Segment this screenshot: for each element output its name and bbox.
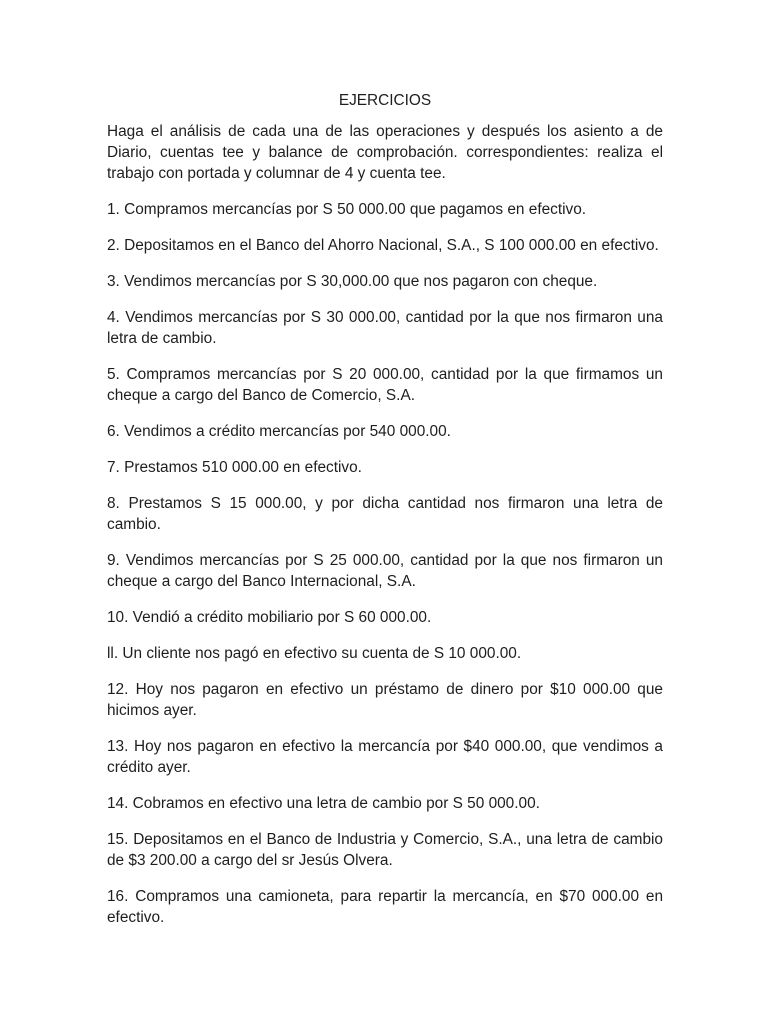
exercise-item: 5. Compramos mercancías por S 20 000.00, cantidad por la que firmamos un cheque a cargo del Banco de Comercio, S.A. — [107, 366, 663, 404]
document-title: EJERCICIOS — [338, 92, 432, 109]
exercise-item: 3. Vendimos mercancías por S 30,000.00 que nos pagaron con cheque. — [107, 273, 598, 290]
exercise-item: 12. Hoy nos pagaron en efectivo un préstamo de dinero por $10 000.00 que hicimos ayer. — [107, 681, 663, 719]
exercise-item: 13. Hoy nos pagaron en efectivo la mercancía por $40 000.00, que vendimos a crédito ayer. — [107, 738, 663, 776]
exercise-item: 10. Vendió a crédito mobiliario por S 60 000.00. — [107, 609, 432, 626]
intro-paragraph: Haga el análisis de cada una de las operaciones y después los asiento a de Diario, cuentas tee y balance de comprobación. correspondientes: realiza el trabajo con portada y columnar de 4 y cuenta tee. — [107, 123, 663, 182]
exercise-item: 14. Cobramos en efectivo una letra de cambio por S 50 000.00. — [107, 795, 540, 812]
exercise-item: 2. Depositamos en el Banco del Ahorro Nacional, S.A., S 100 000.00 en efectivo. — [107, 237, 659, 254]
exercise-item: 8. Prestamos S 15 000.00, y por dicha cantidad nos firmaron una letra de cambio. — [107, 495, 663, 533]
exercise-item: 7. Prestamos 510 000.00 en efectivo. — [107, 459, 362, 476]
exercise-item: ll. Un cliente nos pagó en efectivo su cuenta de S 10 000.00. — [107, 645, 522, 662]
exercise-item: 6. Vendimos a crédito mercancías por 540 000.00. — [107, 423, 451, 440]
exercise-item: 4. Vendimos mercancías por S 30 000.00, cantidad por la que nos firmaron una letra de cambio. — [107, 309, 663, 347]
document-page — [107, 0, 663, 943]
exercise-item: 1. Compramos mercancías por S 50 000.00 que pagamos en efectivo. — [107, 201, 587, 218]
exercise-item: 15. Depositamos en el Banco de Industria y Comercio, S.A., una letra de cambio de $3 200.00 a cargo del sr Jesús Olvera. — [107, 831, 663, 869]
exercise-item: 9. Vendimos mercancías por S 25 000.00, cantidad por la que nos firmaron un cheque a cargo del Banco Internacional, S.A. — [107, 552, 663, 590]
exercise-item: 16. Compramos una camioneta, para repartir la mercancía, en $70 000.00 en efectivo. — [107, 888, 663, 926]
exercise-list — [107, 199, 663, 928]
